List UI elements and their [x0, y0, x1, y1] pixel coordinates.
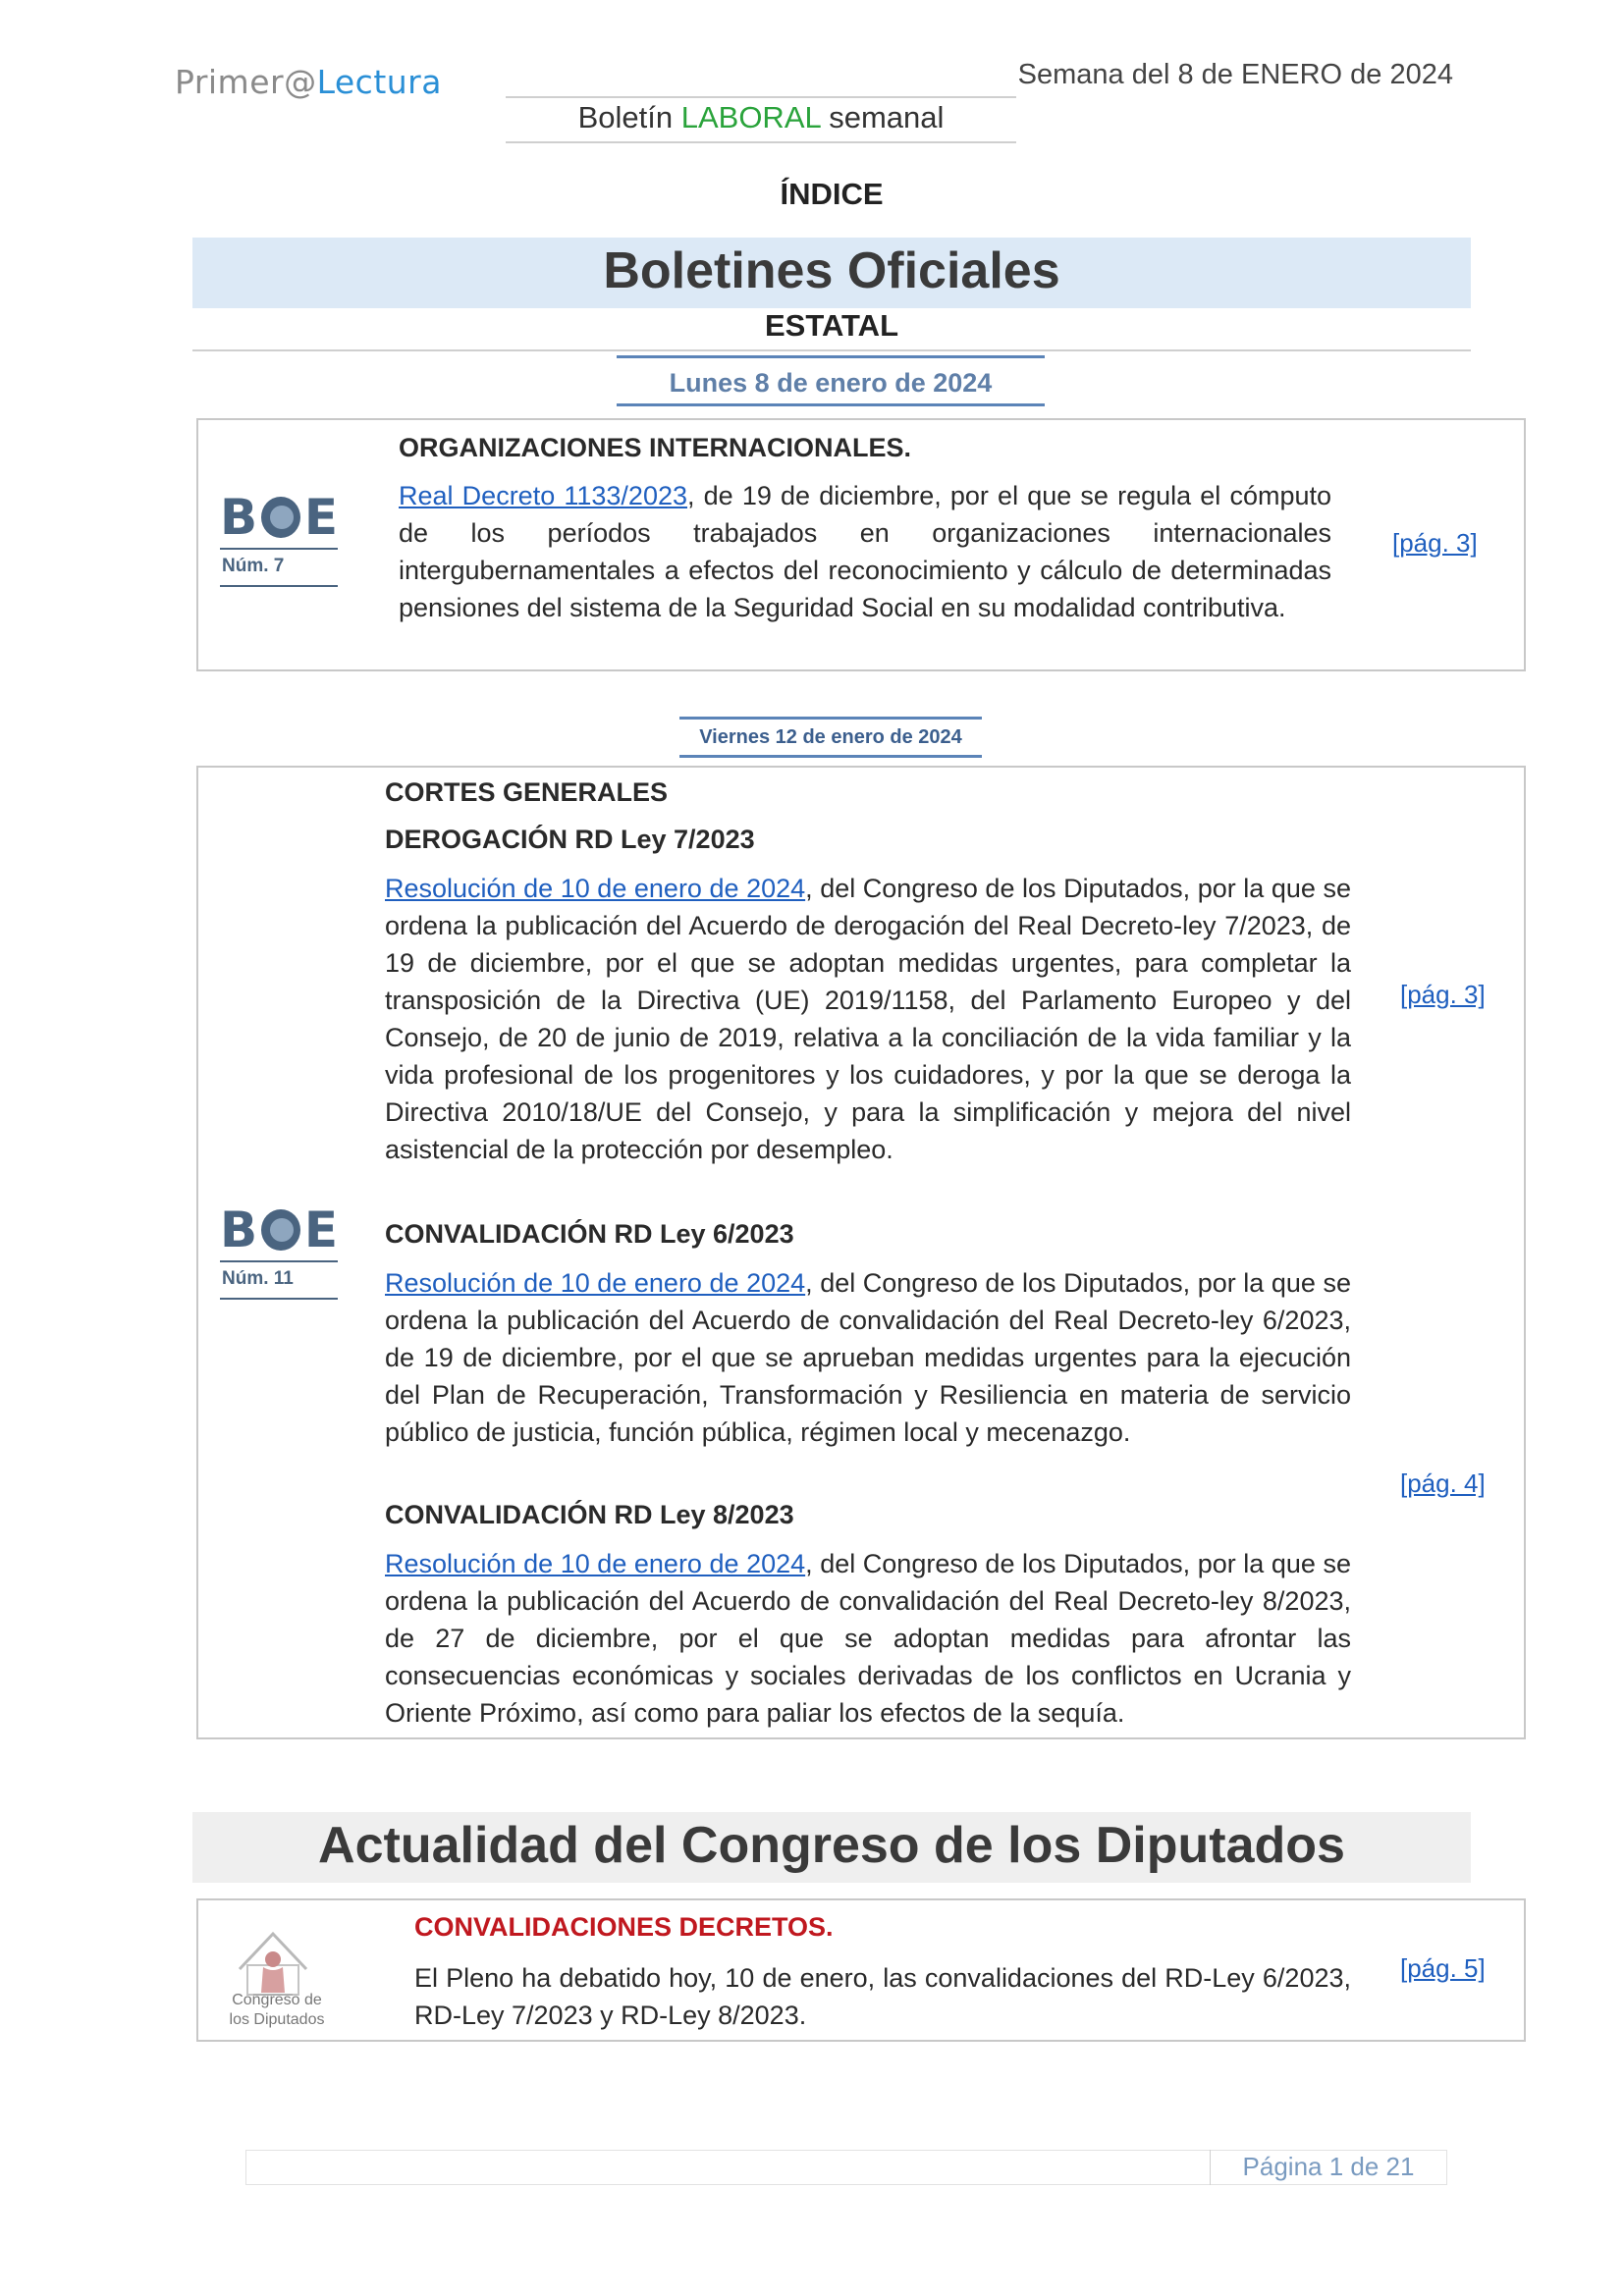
entry1-text: Real Decreto 1133/2023, de 19 de diciembre, por el que se regula el cómputo de los períodos trabajados en organizaciones internacionales intergubernamentales a efectos del reconocimiento y cálculo de determinadas pensiones del sistema de la Seguridad Social en su modalidad contributiva.	[399, 481, 1332, 622]
entry2-page-link-b[interactable]: [pág. 4]	[1400, 1468, 1486, 1498]
boe-seal-icon	[261, 1209, 300, 1251]
boe-logo-1: B E Núm. 7	[220, 495, 338, 587]
header-rule-bottom	[506, 141, 1016, 143]
congreso-text: El Pleno ha debatido hoy, 10 de enero, las convalidaciones del RD-Ley 6/2023, RD-Ley 7/2023 y RD-Ley 8/2023.	[414, 1963, 1351, 2030]
entry2-section-title: CORTES GENERALES	[385, 777, 669, 807]
entry1-page-link[interactable]: [pág. 3]	[1392, 528, 1478, 558]
date-heading-1: Lunes 8 de enero de 2024	[617, 355, 1045, 406]
entry2-item1-text: Resolución de 10 de enero de 2024, del Congreso de los Diputados, por la que se ordena la publicación del Acuerdo de derogación del Real Decreto-ley 7/2023, de 19 de diciembre, por el que se adoptan medidas urgentes, para completar la transposición de la Directiva (UE) 2019/1158, del Parlamento Europeo y del Consejo, de 20 de junio de 2019, relativa a la conciliación de la vida familiar y la vida profesional de los progenitores y los cuidadores, y por la que se deroga la Directiva 2010/18/UE del Consejo, y para la simplificación y mejora del nivel asistencial de la protección por desempleo.	[385, 874, 1351, 1164]
boletin-title: Boletín LABORAL semanal	[577, 100, 945, 134]
entry1-section-title: ORGANIZACIONES INTERNACIONALES.	[399, 433, 912, 462]
congreso-section-title: CONVALIDACIONES DECRETOS.	[414, 1912, 834, 1942]
boe-number: Núm. 7	[220, 548, 338, 587]
page-number: Página 1 de 21	[1242, 2152, 1415, 2181]
entry2-item2-text: Resolución de 10 de enero de 2024, del Congreso de los Diputados, por la que se ordena la publicación del Acuerdo de convalidación del Real Decreto-ley 6/2023, de 19 de diciembre, por el que se aprueban medidas urgentes para la ejecución del Plan de Recuperación, Transformación y Resiliencia en materia de servicio público de justicia, función pública, régimen local y mecenazgo.	[385, 1268, 1351, 1447]
boletines-title: Boletines Oficiales	[603, 242, 1060, 299]
boe-number: Núm. 11	[220, 1260, 338, 1300]
date-heading-2: Viernes 12 de enero de 2024	[679, 717, 982, 758]
week-label: Semana del 8 de ENERO de 2024	[1017, 59, 1453, 90]
entry2-item3-link[interactable]: Resolución de 10 de enero de 2024	[385, 1549, 806, 1578]
congreso-title: Actualidad del Congreso de los Diputados	[318, 1817, 1345, 1874]
boe-seal-icon	[261, 497, 300, 538]
estatal-subtitle: ESTATAL	[764, 308, 899, 343]
entry2-page-link-a[interactable]: [pág. 3]	[1400, 980, 1486, 1009]
index-heading: ÍNDICE	[780, 177, 884, 211]
entry2-item2-link[interactable]: Resolución de 10 de enero de 2024	[385, 1268, 806, 1298]
entry2-item1-link[interactable]: Resolución de 10 de enero de 2024	[385, 874, 806, 903]
boe-logo-2: B E Núm. 11	[220, 1207, 338, 1300]
entry2-item1-title: DEROGACIÓN RD Ley 7/2023	[385, 825, 755, 854]
entry2-item3-title: CONVALIDACIÓN RD Ley 8/2023	[385, 1500, 794, 1529]
congreso-page-link[interactable]: [pág. 5]	[1400, 1953, 1486, 1983]
header-rule-top	[506, 96, 1016, 98]
congreso-logo-caption: Congreso de los Diputados	[229, 1992, 325, 2028]
estatal-rule	[192, 349, 1471, 351]
entry2-item3-text: Resolución de 10 de enero de 2024, del Congreso de los Diputados, por la que se ordena la publicación del Acuerdo de convalidación del Real Decreto-ley 8/2023, de 27 de diciembre, por el que se adoptan medidas para afrontar las consecuencias económicas y sociales derivadas de los conflictos en Ucrania y Oriente Próximo, así como para paliar los efectos de la sequía.	[385, 1549, 1351, 1728]
entry2-item2-title: CONVALIDACIÓN RD Ley 6/2023	[385, 1219, 794, 1249]
entry1-link[interactable]: Real Decreto 1133/2023	[399, 481, 687, 510]
primera-lectura-logo: Primer@Lectura	[175, 63, 442, 101]
